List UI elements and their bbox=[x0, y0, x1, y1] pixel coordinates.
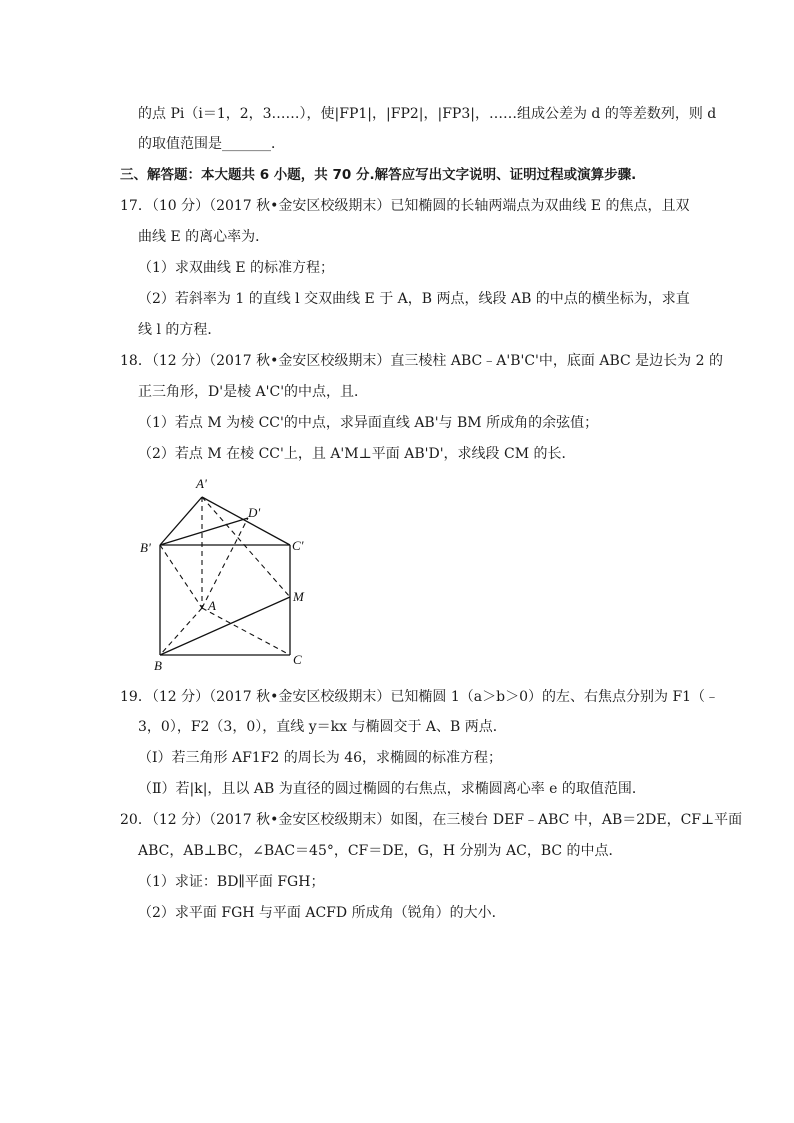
problem-19-part-2: （Ⅱ）若|k|，且以 AB 为直径的圆过椭圆的右焦点，求椭圆离心率 e 的取值范围． bbox=[138, 781, 646, 797]
vertex-label: B bbox=[154, 658, 162, 673]
vertex-label: C' bbox=[292, 538, 304, 553]
problem-17-line: 17．（10 分）（2017 秋•金安区校级期末）已知椭圆的长轴两端点为双曲线 E 的焦点，且双 bbox=[120, 198, 690, 214]
problem-20-part-2: （2）求平面 FGH 与平面 ACFD 所成角（锐角）的大小． bbox=[138, 905, 506, 921]
vertex-label: B' bbox=[140, 540, 151, 555]
text-line: 的点 Pi（i＝1，2，3……），使|FP1|，|FP2|，|FP3|，……组成公差为 d 的等差数列，则 d bbox=[138, 106, 717, 122]
prism-figure bbox=[130, 470, 330, 675]
problem-19-part-1: （Ⅰ）若三角形 AF1F2 的周长为 46，求椭圆的标准方程； bbox=[138, 750, 503, 766]
section-heading: 三、解答题：本大题共 6 小题，共 70 分.解答应写出文字说明、证明过程或演算步骤. bbox=[120, 167, 637, 183]
vertex-label: A bbox=[208, 598, 216, 613]
vertex-label: D' bbox=[248, 505, 261, 520]
problem-17-part-1: （1）求双曲线 E 的标准方程； bbox=[138, 260, 335, 276]
problem-17-part-2: （2）若斜率为 1 的直线 l 交双曲线 E 于 A，B 两点，线段 AB 的中点的横坐标为，求直 bbox=[138, 291, 690, 307]
problem-19-line: 3，0），F2（3，0），直线 y＝kx 与椭圆交于 A、B 两点． bbox=[138, 719, 507, 735]
problem-17-line: 线 l 的方程． bbox=[138, 322, 222, 338]
problem-18-line: 18．（12 分）（2017 秋•金安区校级期末）直三棱柱 ABC﹣A'B'C'中，底面 ABC 是边长为 2 的 bbox=[120, 353, 723, 369]
problem-20-line: 20．（12 分）（2017 秋•金安区校级期末）如图，在三棱台 DEF﹣ABC 中，AB＝2DE，CF⊥平面 bbox=[120, 812, 743, 828]
vertex-label: C bbox=[293, 652, 302, 667]
text-line: 的取值范围是_______． bbox=[138, 136, 285, 152]
problem-17-line: 曲线 E 的离心率为． bbox=[138, 229, 270, 245]
vertex-label: M bbox=[293, 589, 304, 604]
problem-18-part-2: （2）若点 M 在棱 CC'上，且 A'M⊥平面 AB'D'，求线段 CM 的长． bbox=[138, 446, 576, 462]
problem-20-line: ABC，AB⊥BC，∠BAC＝45°，CF＝DE，G，H 分别为 AC，BC 的中点． bbox=[138, 843, 623, 859]
problem-20-part-1: （1）求证：BD∥平面 FGH； bbox=[138, 874, 325, 890]
problem-19-line: 19．（12 分）（2017 秋•金安区校级期末）已知椭圆 1（a＞b＞0）的左、右焦点分别为 F1（﹣ bbox=[120, 689, 720, 705]
problem-18-part-1: （1）若点 M 为棱 CC'的中点，求异面直线 AB'与 BM 所成角的余弦值； bbox=[138, 415, 599, 431]
vertex-label: A' bbox=[196, 476, 207, 491]
problem-18-line: 正三角形，D'是棱 A'C'的中点，且． bbox=[138, 384, 369, 400]
prism-diagram bbox=[130, 470, 330, 675]
